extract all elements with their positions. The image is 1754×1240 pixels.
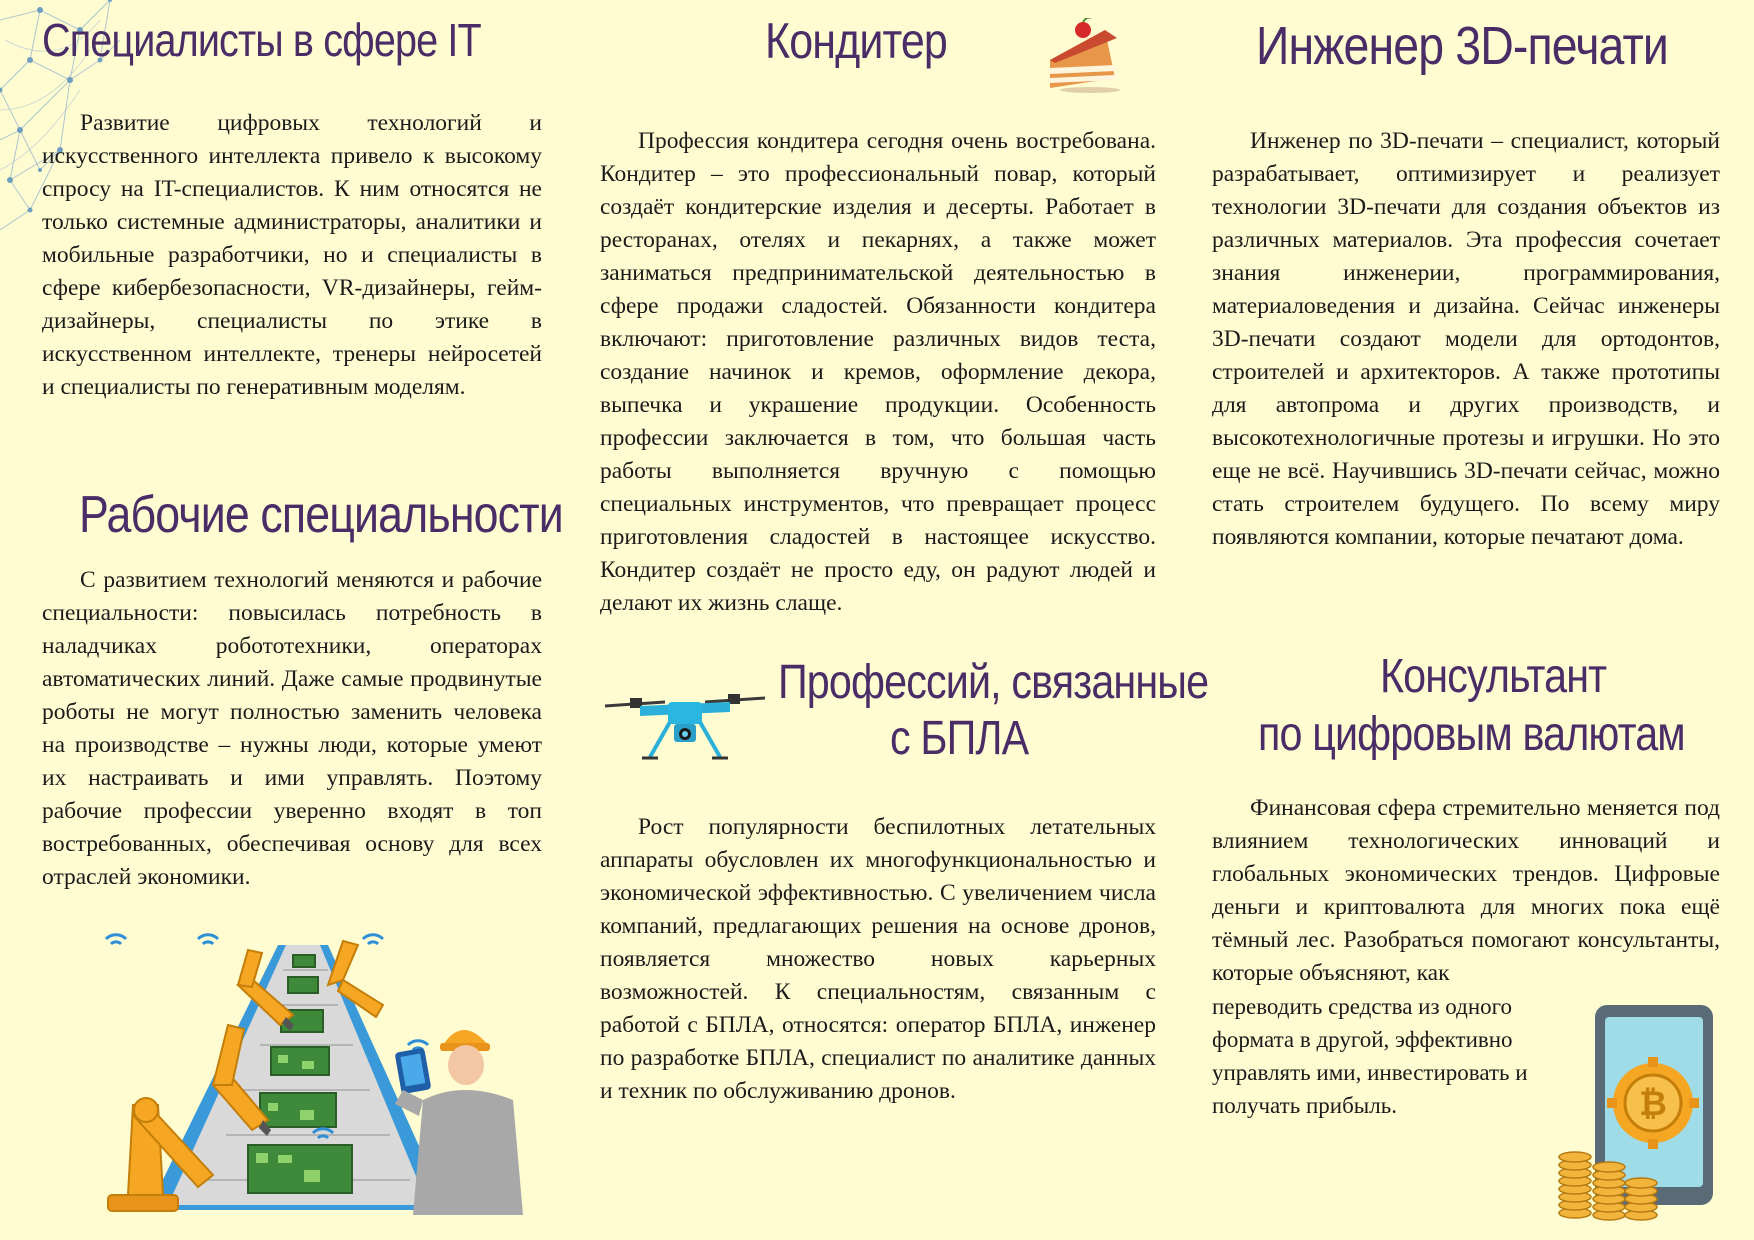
- crypto-title-line1: Консультант: [1380, 650, 1607, 703]
- printing-title: Инженер 3D-печати: [1256, 16, 1668, 76]
- crypto-text-full: Финансовая сфера стремительно меняется под влиянием технологических инноваций и глобальных экономических трендов. Цифровые деньги и криптовалюта для многих пока ещё тёмный лес. Разобраться помогают консультанты, которые объясняют, как: [1212, 795, 1720, 986]
- crypto-title-line2: по цифровым валютам: [1258, 708, 1685, 761]
- working-text: С развитием технологий меняются и рабочие специальности: повысилась потребность в наладчиках робототехники, операторах автоматических линий. Даже самые продвинутые роботы не могут полностью заменить человека на производстве – нужны люди, которые умеют их настраивать и ими управлять. Поэтому рабочие профессии уверенно входят в топ востребованных, обеспечивая основу для всех отраслей экономики.: [42, 567, 542, 890]
- factory-illustration: [38, 925, 558, 1215]
- working-title: Рабочие специальности: [79, 486, 563, 544]
- confectioner-title: Кондитер: [765, 13, 947, 69]
- section-working-professions: [42, 485, 563, 894]
- bitcoin-phone-icon: [1555, 995, 1725, 1225]
- section-drones: [600, 655, 1209, 1108]
- section-it-specialists: [42, 10, 542, 404]
- section-3d-printing: [1212, 14, 1720, 554]
- section-confectioner: [600, 10, 1156, 620]
- it-title: Специалисты в сфере IT: [42, 14, 481, 66]
- drones-title-line1: Профессий, связанные: [778, 656, 1209, 709]
- drones-text: Рост популярности беспилотных летательных аппараты обусловлен их многофункциональностью и экономической эффективностью. С увеличением числа компаний, предлагающих решения на основе дронов, появляется множество новых карьерных возможностей. К специальностям, связанным с работой с БПЛА, относятся: оператор БПЛА, инженер по разработке БПЛА, специалист по аналитике данных и техник по обслуживанию дронов.: [600, 814, 1156, 1104]
- cake-icon: [1045, 18, 1125, 93]
- printing-text: Инженер по 3D-печати – специалист, который разрабатывает, оптимизирует и реализует технологии 3D-печати для создания объектов из различных материалов. Эта профессия сочетает знания инженерии, программирования, материаловедения и дизайна. Сейчас инженеры 3D-печати создают модели для ортодонтов, строителей и архитекторов. А также прототипы для автопрома и других производств, и высокотехнологичные протезы и игрушки. Но это еще не всё. Научившись 3D-печати сейчас, можно стать строителем будущего. По всему миру появляются компании, которые печатают дома.: [1212, 128, 1720, 550]
- crypto-text-narrow: переводить средства из одного формата в другой, эффективно управлять ими, инвестировать и получать прибыль.: [1212, 994, 1528, 1118]
- confectioner-text: Профессия кондитера сегодня очень востребована. Кондитер – это профессиональный повар, который создаёт кондитерские изделия и десерты. Работает в ресторанах, отелях и пекарнях, а также может заниматься предпринимательской деятельностью в сфере продажи сладостей. Обязанности кондитера включают: приготовление различных видов теста, создание начинок и кремов, оформление декора, выпечка и украшение продукции. Особенность профессии заключается в том, что большая часть работы выполняется вручную с помощью специальных инструментов, что превращает процесс приготовления сладостей в настоящее искусство. Кондитер создаёт не просто еду, он радуют людей и делают их жизнь слаще.: [600, 128, 1156, 616]
- drones-title-line2: с БПЛА: [890, 712, 1029, 765]
- it-text: Развитие цифровых технологий и искусственного интеллекта привело к высокому спросу на IT-специалистов. К ним относятся не только системные администраторы, аналитики и мобильные разработчики, но и специалисты в сфере кибербезопасности, VR-дизайнеры, гейм-дизайнеры, специалисты по этике в искусственном интеллекте, тренеры нейросетей и специалисты по генеративным моделям.: [42, 110, 542, 400]
- svg-text:₿: ₿: [1639, 1084, 1667, 1124]
